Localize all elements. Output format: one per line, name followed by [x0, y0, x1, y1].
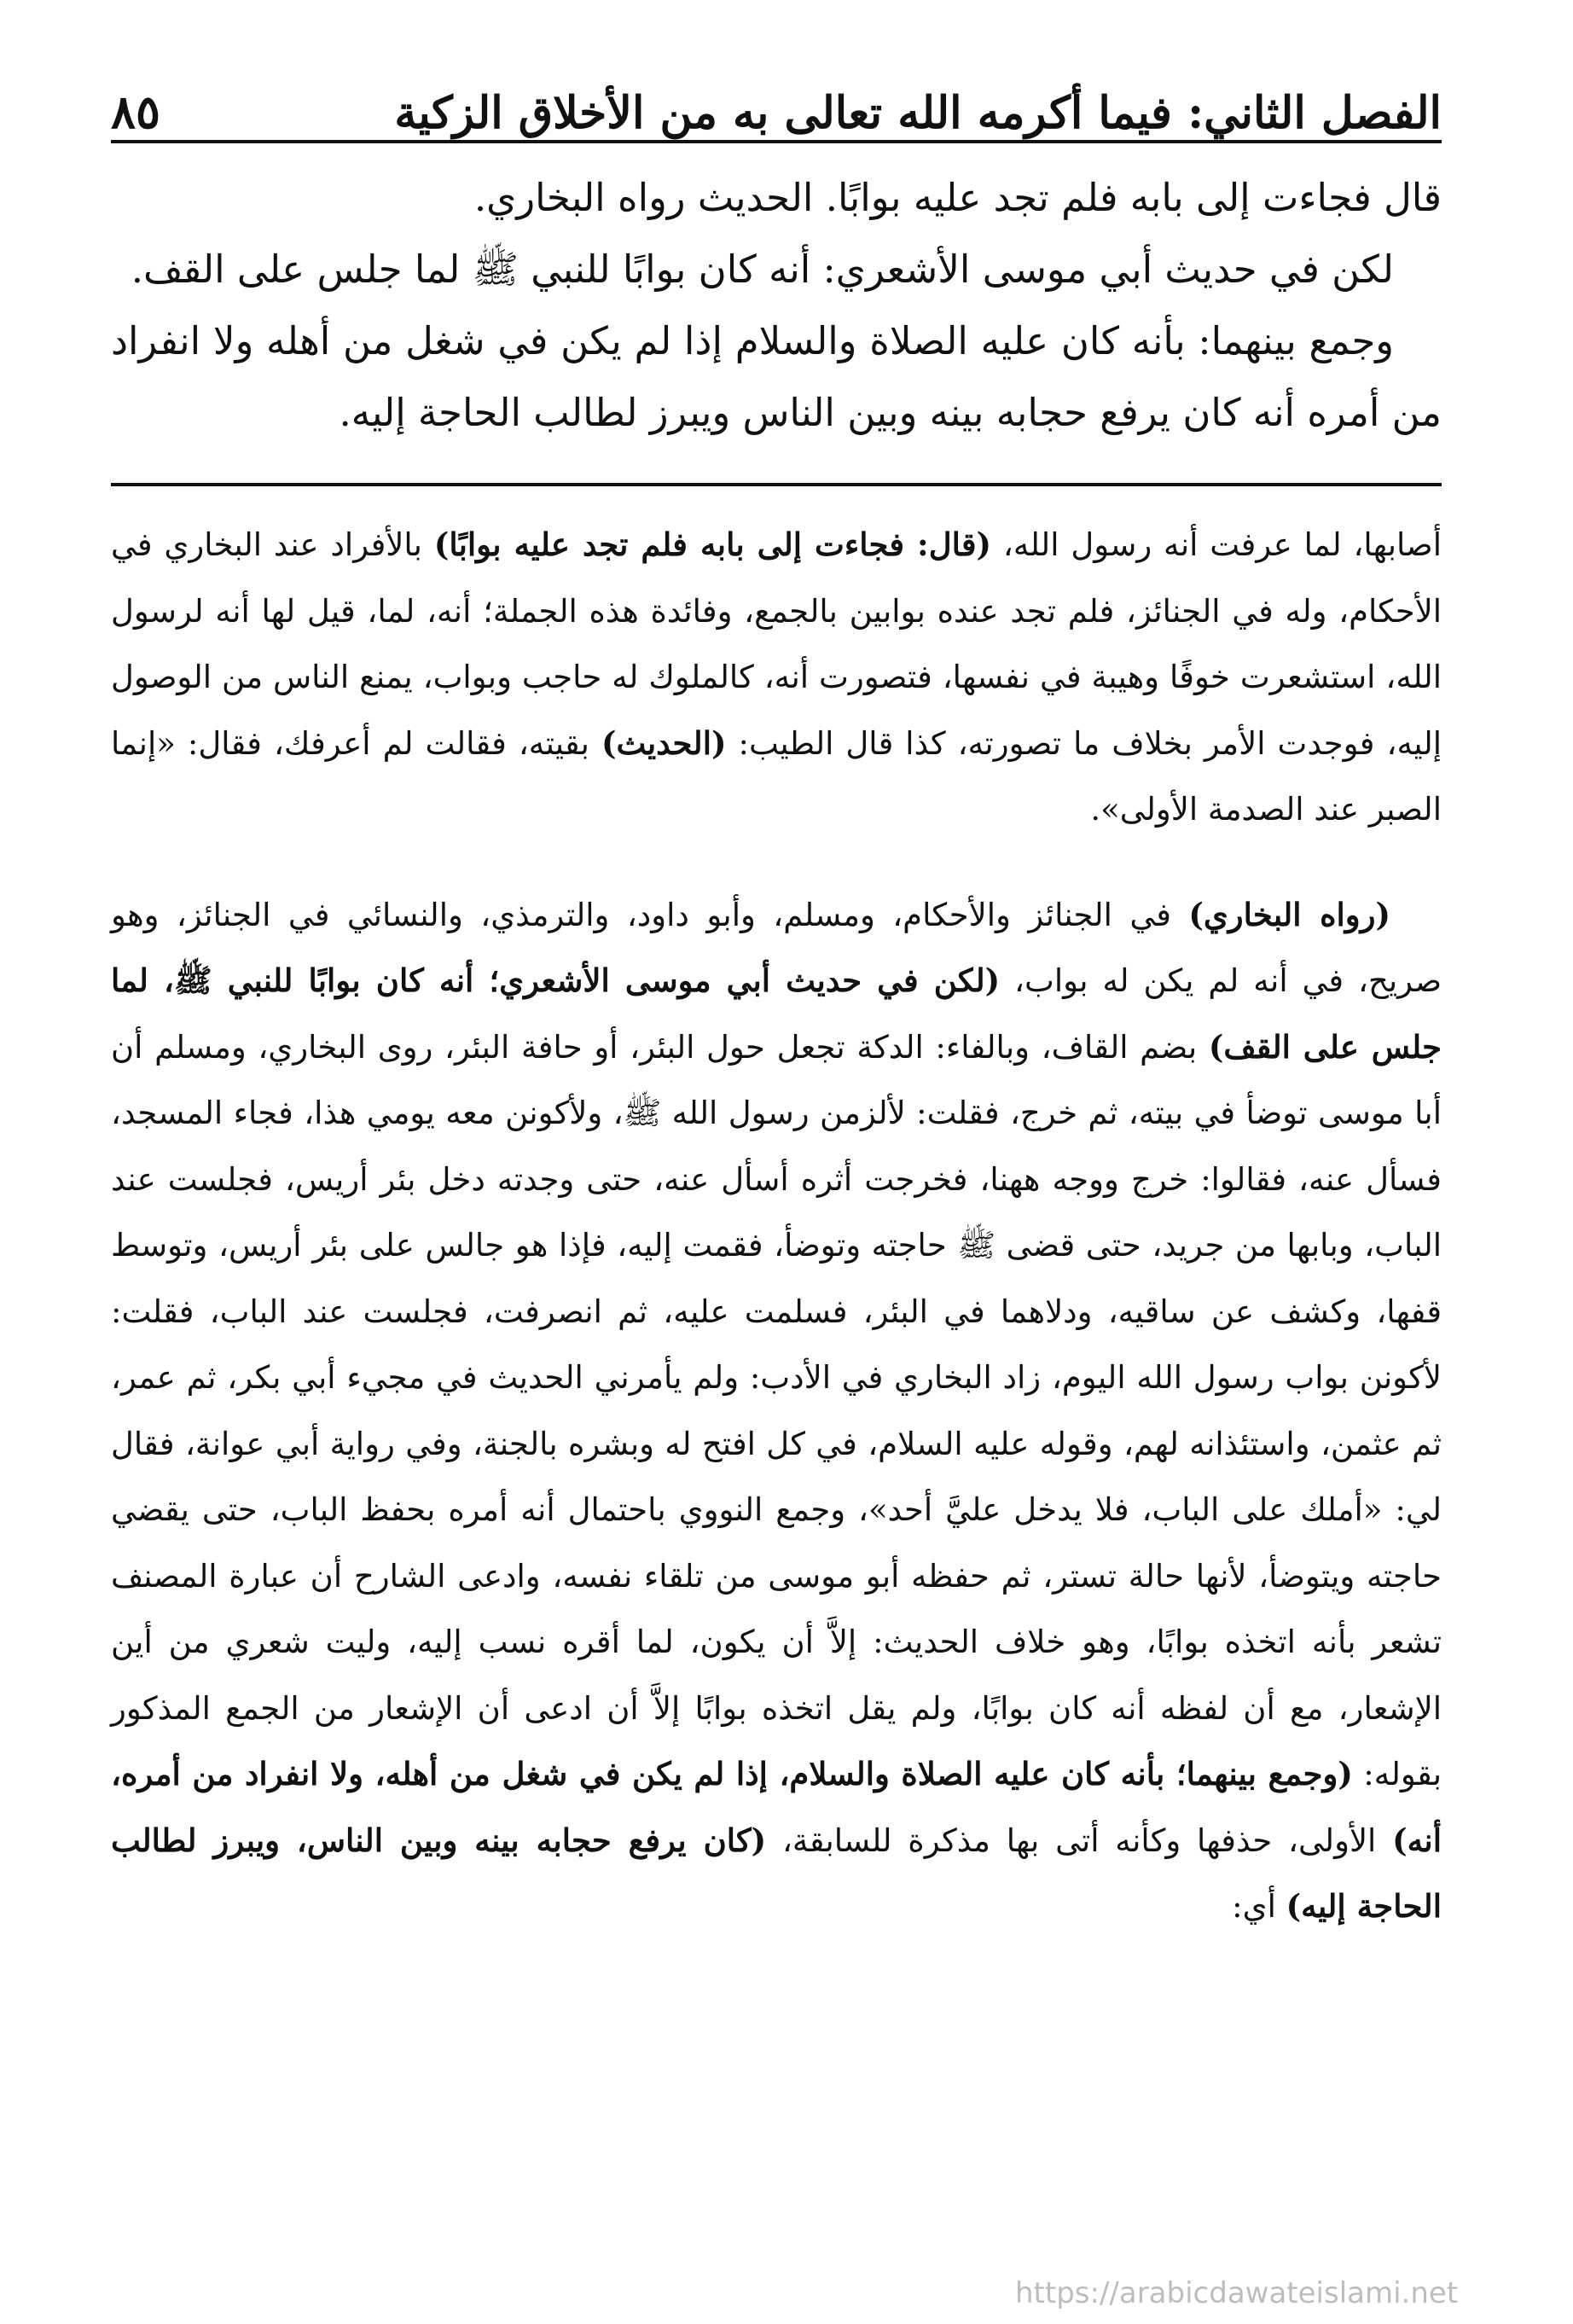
quoted-matn: (رواه البخاري) [1188, 895, 1390, 933]
quoted-matn: (كان يرفع حجابه بينه وبين الناس، ويبرز لطالب الحاجة إليه) [111, 1821, 1442, 1925]
commentary-text: أي: [1232, 1888, 1286, 1925]
commentary-paragraph [111, 882, 1442, 1940]
watermark-url: https://arabicdawateislami.net [1015, 2276, 1459, 2310]
commentary-text: الأولى، حذفها وكأنه أتى بها مذكرة للسابقة، [766, 1821, 1393, 1859]
section-divider [111, 483, 1442, 486]
commentary-text: أصابها، لما عرفت أنه رسول الله، [991, 526, 1442, 563]
main-text [111, 162, 1442, 449]
page-number: ٨٥ [111, 84, 161, 140]
quoted-matn: (قال: فجاءت إلى بابه فلم تجد عليه بوابًا) [433, 526, 992, 563]
quoted-matn: (الحديث) [601, 723, 727, 762]
book-page [111, 68, 1442, 1940]
main-text-paragraph: قال فجاءت إلى بابه فلم تجد عليه بوابًا. الحديث رواه البخاري. [473, 175, 1442, 220]
commentary [111, 512, 1442, 1940]
commentary-text: بقيته، فقالت لم أعرفك، فقال: «إنما الصبر عند الصدمة الأولى». [111, 724, 1442, 828]
quoted-matn: (وجمع بينهما؛ بأنه كان عليه الصلاة والسلام، إذا لم يكن في شغل من أهله، ولا انفراد من أمره، أنه) [111, 1755, 1442, 1859]
page-header [111, 68, 1442, 143]
commentary-text: بضم القاف، وبالفاء: الدكة تجعل حول البئر، أو حافة البئر، روى البخاري، ومسلم أن أبا موسى توضأ في بيته، ثم خرج، فقلت: لألزمن رسول الله ﷺ، ولأكونن معه يومي هذا، فجاء المسجد، فسأل عنه، فقالوا: خرج ووجه ههنا، فخرجت أثره أسأل عنه، حتى وجدته دخل بئر أريس، فجلست عند الباب، وبابها من جريد، حتى قضى ﷺ حاجته وتوضأ، فقمت إليه، فإذا هو جالس على بئر أريس، وتوسط قفها، وكشف عن ساقيه، ودلاهما في البئر، فسلمت عليه، ثم انصرفت، فجلست عند الباب، فقلت: لأكونن بواب رسول الله اليوم، زاد البخاري في الأدب: ولم يأمرني الحديث في مجيء أبي بكر، ثم عمر، ثم عثمن، واستئذانه لهم، وقوله عليه السلام، في كل افتح له وبشره بالجنة، وفي رواية أبي عوانة، فقال لي: «أملك على الباب، فلا يدخل عليَّ أحد»، وجمع النووي باحتمال أنه أمره بحفظ الباب، حتى يقضي حاجته ويتوضأ، لأنها حالة تستر، ثم حفظه أبو موسى من تلقاء نفسه، وادعى الشارح أن عبارة المصنف تشعر بأنه اتخذه بوابًا، وهو خلاف الحديث: إلاَّ أن يكون، لما أقره نسب إليه، وليت شعري من أين الإشعار، مع أن لفظه أنه كان بوابًا، ولم يقل اتخذه بوابًا إلاَّ أن ادعى أن الإشعار من الجمع المذكور بقوله: [111, 1028, 1442, 1792]
commentary-text: بالأفراد عند البخاري في الأحكام، وله في الجنائز، فلم تجد عنده بوابين بالجمع، وفائدة هذه الجملة؛ أنه، لما، قيل لها أنه لرسول الله، استشعرت خوفًا وهيبة في نفسها، فتصورت أنه، كالملوك له حاجب وبواب، يمنع الناس من الوصول إليه، فوجدت الأمر بخلاف ما تصورته، كذا قال الطيب: [111, 526, 1442, 762]
commentary-paragraph [111, 512, 1442, 843]
main-text-paragraph: وجمع بينهما: بأنه كان عليه الصلاة والسلام إذا لم يكن في شغل من أهله ولا انفراد من أمره أنه كان يرفع حجابه بينه وبين الناس ويبرز لطالب الحاجة إليه. [111, 318, 1442, 435]
chapter-title: الفصل الثاني: فيما أكرمه الله تعالى به من الأخلاق الزكية [394, 86, 1442, 139]
commentary-text: في الجنائز والأحكام، ومسلم، وأبو داود، والترمذي، والنسائي في الجنائز، وهو صريح، في أنه لم يكن له بواب، [111, 896, 1442, 999]
quoted-matn: (لكن في حديث أبي موسى الأشعري؛ أنه كان بوابًا للنبي ﷺ، لما جلس على القف) [111, 962, 1442, 1066]
main-text-paragraph: لكن في حديث أبي موسى الأشعري: أنه كان بوابًا للنبي ﷺ لما جلس على القف. [131, 247, 1394, 292]
